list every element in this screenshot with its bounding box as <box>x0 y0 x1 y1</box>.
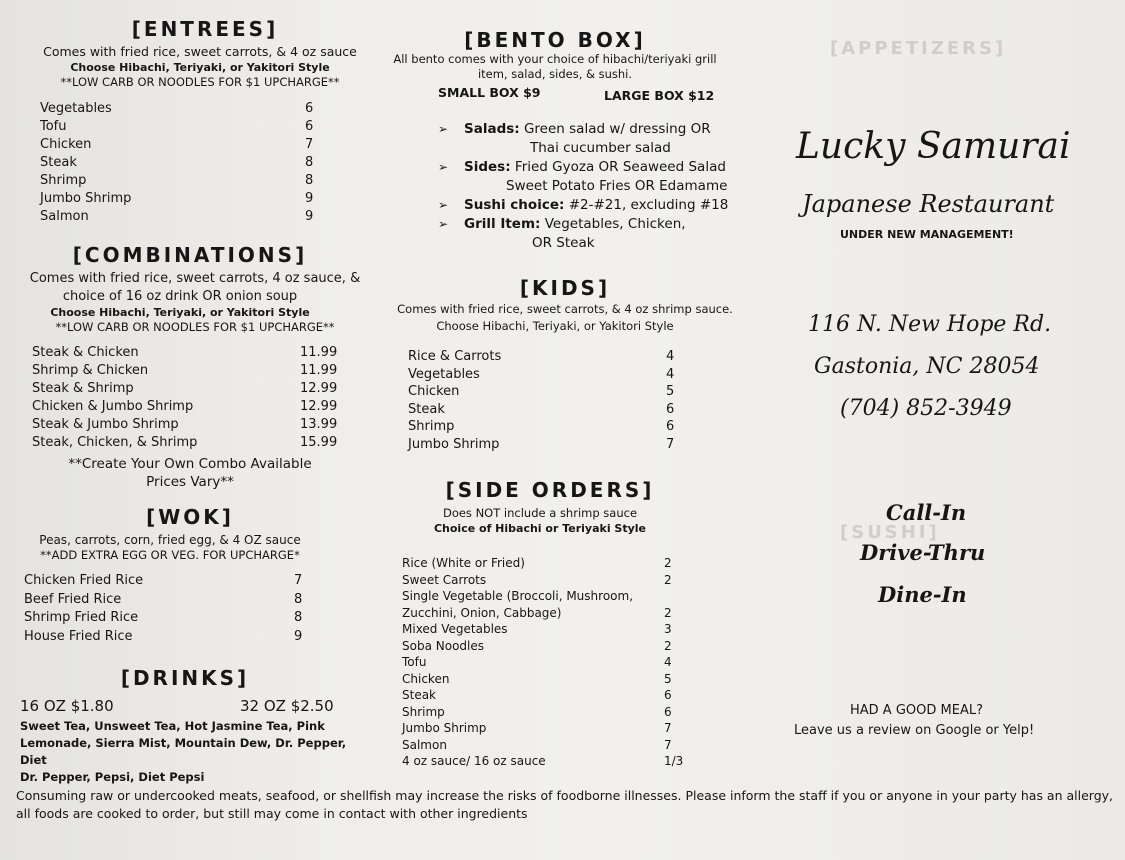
list-item <box>408 348 688 366</box>
item-price: 1/3 <box>664 754 684 768</box>
list-item <box>40 154 340 172</box>
item-price: 2 <box>664 638 672 653</box>
item-price: 6 <box>305 101 314 116</box>
wok-note: Peas, carrots, corn, fried egg, & 4 OZ sauce <box>39 533 301 547</box>
wok-upcharge: **ADD EXTRA EGG OR VEG. FOR UPCHARGE* <box>40 548 300 562</box>
entrees-style: Choose Hibachi, Teriyaki, or Yakitori Style <box>70 61 330 74</box>
list-item <box>402 671 692 688</box>
drinks-small-price: 16 OZ $1.80 <box>20 697 114 715</box>
review-heading: HAD A GOOD MEAL? <box>850 703 983 718</box>
item-name: Steak, Chicken, & Shrimp <box>32 435 198 450</box>
list-item <box>32 416 352 434</box>
item-name: Vegetables <box>408 366 480 382</box>
bento-grill: ➢ Grill Item: Vegetables, Chicken, <box>438 216 686 232</box>
item-price: 8 <box>305 173 314 188</box>
item-name: Chicken <box>40 137 92 152</box>
combinations-note1: Comes with fried rice, sweet carrots, 4 oz sauce, & <box>29 271 361 286</box>
service-dine-in: Dine-In <box>878 582 967 607</box>
arrow-right-icon: ➢ <box>438 122 449 136</box>
item-price: 7 <box>664 721 672 735</box>
item-name: Single Vegetable (Broccoli, Mushroom, <box>402 589 634 603</box>
address-line2: Gastonia, NC 28054 <box>814 354 1040 379</box>
list-item <box>408 418 688 436</box>
sides-title: [SIDE ORDERS] <box>445 478 655 502</box>
combinations-list <box>32 344 352 452</box>
item-name: Jumbo Shrimp <box>40 191 132 206</box>
item-price: 2 <box>664 556 672 570</box>
item-price: 2 <box>664 605 672 620</box>
item-name: Salmon <box>40 209 89 224</box>
address-line1: 116 N. New Hope Rd. <box>808 312 1052 337</box>
item-name: Steak & Chicken <box>32 345 139 360</box>
item-price: 9 <box>294 628 303 644</box>
list-item <box>402 621 692 638</box>
list-item <box>402 555 692 572</box>
item-price: 12.99 <box>300 381 338 396</box>
item-name: Jumbo Shrimp <box>408 436 500 452</box>
list-item <box>32 362 352 380</box>
item-name: Steak <box>40 155 77 170</box>
review-prompt: Leave us a review on Google or Yelp! <box>794 723 1035 738</box>
bento-sides: ➢ Sides: Fried Gyoza OR Seaweed Salad <box>438 159 726 175</box>
list-item <box>402 638 692 655</box>
list-item <box>24 628 314 647</box>
combinations-upcharge: **LOW CARB OR NOODLES FOR $1 UPCHARGE** <box>55 320 335 334</box>
combinations-custom: **Create Your Own Combo Available <box>68 456 312 472</box>
item-price: 8 <box>294 591 303 607</box>
bento-large-box: LARGE BOX $12 <box>604 88 715 103</box>
list-item <box>408 436 688 454</box>
list-item <box>408 383 688 401</box>
item-price: 6 <box>305 119 314 134</box>
item-name: Vegetables <box>40 101 112 116</box>
bento-note1: All bento comes with your choice of hibachi/teriyaki grill <box>393 52 717 66</box>
list-item <box>402 605 692 622</box>
item-price: 15.99 <box>300 435 338 450</box>
item-price: 11.99 <box>300 363 338 378</box>
arrow-right-icon: ➢ <box>438 198 449 212</box>
item-price: 6 <box>664 704 672 719</box>
entrees-title: [ENTREES] <box>131 17 279 41</box>
list-item <box>24 572 314 591</box>
list-item <box>40 100 340 118</box>
combinations-title: [COMBINATIONS] <box>72 243 308 267</box>
item-price: 5 <box>664 671 672 686</box>
item-name: Steak <box>402 688 437 702</box>
drinks-title: [DRINKS] <box>120 666 250 690</box>
restaurant-subtitle: Japanese Restaurant <box>802 190 1055 218</box>
entrees-list <box>40 100 340 226</box>
drinks-large-price: 32 OZ $2.50 <box>240 697 334 715</box>
sides-note1: Does NOT include a shrimp sauce <box>442 506 638 520</box>
item-name: Zucchini, Onion, Cabbage) <box>402 605 562 620</box>
list-item <box>32 380 352 398</box>
item-price: 7 <box>664 737 672 752</box>
item-price: 6 <box>666 401 675 417</box>
list-item <box>40 208 340 226</box>
item-name: Shrimp <box>402 704 445 719</box>
item-price: 11.99 <box>300 345 338 360</box>
service-drive-thru: Drive-Thru <box>860 540 986 565</box>
list-item <box>40 172 340 190</box>
arrow-right-icon: ➢ <box>438 160 449 174</box>
list-item <box>40 136 340 154</box>
item-name: Steak & Shrimp <box>32 381 134 396</box>
sides-list <box>402 555 692 770</box>
item-name: Shrimp <box>40 173 87 188</box>
restaurant-name: Lucky Samurai <box>796 126 1071 167</box>
sides-note2: Choice of Hibachi or Teriyaki Style <box>433 522 647 535</box>
kids-list <box>408 348 688 453</box>
kids-title: [KIDS] <box>519 276 611 300</box>
list-item <box>32 344 352 362</box>
item-name: Tofu <box>402 655 427 669</box>
item-name: Steak & Jumbo Shrimp <box>32 417 179 432</box>
list-item <box>408 401 688 419</box>
item-name: Chicken Fried Rice <box>24 573 144 588</box>
ghost-sushi-title: [SUSHI] <box>840 522 940 543</box>
item-price: 8 <box>305 155 314 170</box>
bento-salads: ➢ Salads: Green salad w/ dressing OR <box>438 121 711 137</box>
item-price: 4 <box>664 655 672 669</box>
combinations-style: Choose Hibachi, Teriyaki, or Yakitori Style <box>50 306 310 319</box>
allergy-disclaimer: Consuming raw or undercooked meats, seafood, or shellfish may increase the risks of foodborne illnesses. Please inform the staff if you or anyone in your party has an allergy, all foods are cooked to order, but still may come in contact with other ingredients <box>16 788 1114 821</box>
item-name: Shrimp <box>408 419 455 434</box>
item-name: Shrimp Fried Rice <box>24 610 139 625</box>
kids-note2: Choose Hibachi, Teriyaki, or Yakitori Style <box>436 319 674 333</box>
item-name: Rice & Carrots <box>408 349 502 364</box>
bento-title: [BENTO BOX] <box>464 28 646 52</box>
item-price: 6 <box>666 419 675 434</box>
bento-sushi: ➢ Sushi choice: #2-#21, excluding #18 <box>438 197 729 213</box>
management-note: UNDER NEW MANAGEMENT! <box>840 228 1014 241</box>
list-item <box>32 434 352 452</box>
item-name: Soba Noodles <box>402 638 484 653</box>
item-name: Jumbo Shrimp <box>402 721 487 735</box>
arrow-right-icon: ➢ <box>438 217 449 231</box>
item-name: Salmon <box>402 737 447 752</box>
bento-note2: item, salad, sides, & sushi. <box>477 67 633 81</box>
list-item <box>408 366 688 384</box>
wok-list <box>24 572 314 646</box>
drinks-list: Sweet Tea, Unsweet Tea, Hot Jasmine Tea, Pink Lemonade, Sierra Mist, Mountain Dew, Dr. Pepper, Diet Dr. Pepper, Pepsi, Diet Pepsi <box>20 719 347 784</box>
item-price: 12.99 <box>300 399 338 414</box>
item-name: Chicken <box>408 384 460 399</box>
item-price: 8 <box>294 610 303 625</box>
list-item <box>402 704 692 721</box>
item-price: 7 <box>305 137 314 152</box>
entrees-note: Comes with fried rice, sweet carrots, & 4 oz sauce <box>43 44 357 59</box>
item-price: 3 <box>664 622 672 636</box>
phone-number: (704) 852-3949 <box>840 396 1012 421</box>
list-item <box>40 118 340 136</box>
list-item <box>40 190 340 208</box>
item-price: 9 <box>305 209 314 224</box>
item-price: 7 <box>294 573 303 588</box>
item-price: 2 <box>664 572 672 587</box>
item-price: 6 <box>664 688 672 702</box>
item-name: Shrimp & Chicken <box>32 363 149 378</box>
wok-title: [WOK] <box>146 505 234 529</box>
list-item <box>402 753 692 770</box>
item-name: House Fried Rice <box>24 628 133 644</box>
entrees-upcharge: **LOW CARB OR NOODLES FOR $1 UPCHARGE** <box>60 75 340 89</box>
service-call-in: Call-In <box>886 500 967 525</box>
item-name: Mixed Vegetables <box>402 622 508 636</box>
list-item <box>402 572 692 589</box>
ghost-appetizers-title: [APPETIZERS] <box>830 38 1007 59</box>
item-name: Beef Fried Rice <box>24 591 122 607</box>
item-name: Rice (White or Fried) <box>402 556 525 570</box>
item-name: Steak <box>408 401 445 417</box>
list-item <box>24 591 314 610</box>
kids-note1: Comes with fried rice, sweet carrots, & 4 oz shrimp sauce. <box>397 302 733 316</box>
bento-options: ➢ Salads: Green salad w/ dressing OR Thai cucumber salad ➢ Sides: Fried Gyoza OR Seaweed Salad Sweet Potato Fries OR Edamame ➢ Sushi choice: #2-#21, excluding #18 ➢ Grill Item: Vegetables, Chicken, OR Steak <box>438 120 768 253</box>
bento-small-box: SMALL BOX $9 <box>438 85 541 100</box>
list-item <box>24 609 314 628</box>
item-name: Tofu <box>40 119 67 134</box>
item-price: 9 <box>305 191 314 206</box>
list-item <box>32 398 352 416</box>
item-price: 4 <box>666 349 675 364</box>
list-item <box>402 687 692 704</box>
item-name: 4 oz sauce/ 16 oz sauce <box>402 754 546 768</box>
item-price: 5 <box>666 384 675 399</box>
list-item <box>402 654 692 671</box>
list-item <box>402 588 692 605</box>
list-item <box>402 720 692 737</box>
item-price: 13.99 <box>300 417 338 432</box>
item-name: Chicken <box>402 671 450 686</box>
list-item <box>402 737 692 754</box>
combinations-custom-prices: Prices Vary** <box>146 474 234 490</box>
item-name: Chicken & Jumbo Shrimp <box>32 399 194 414</box>
item-price: 7 <box>666 436 675 452</box>
item-name: Sweet Carrots <box>402 572 487 587</box>
combinations-note2: choice of 16 oz drink OR onion soup <box>62 289 298 304</box>
item-price: 4 <box>666 366 675 382</box>
